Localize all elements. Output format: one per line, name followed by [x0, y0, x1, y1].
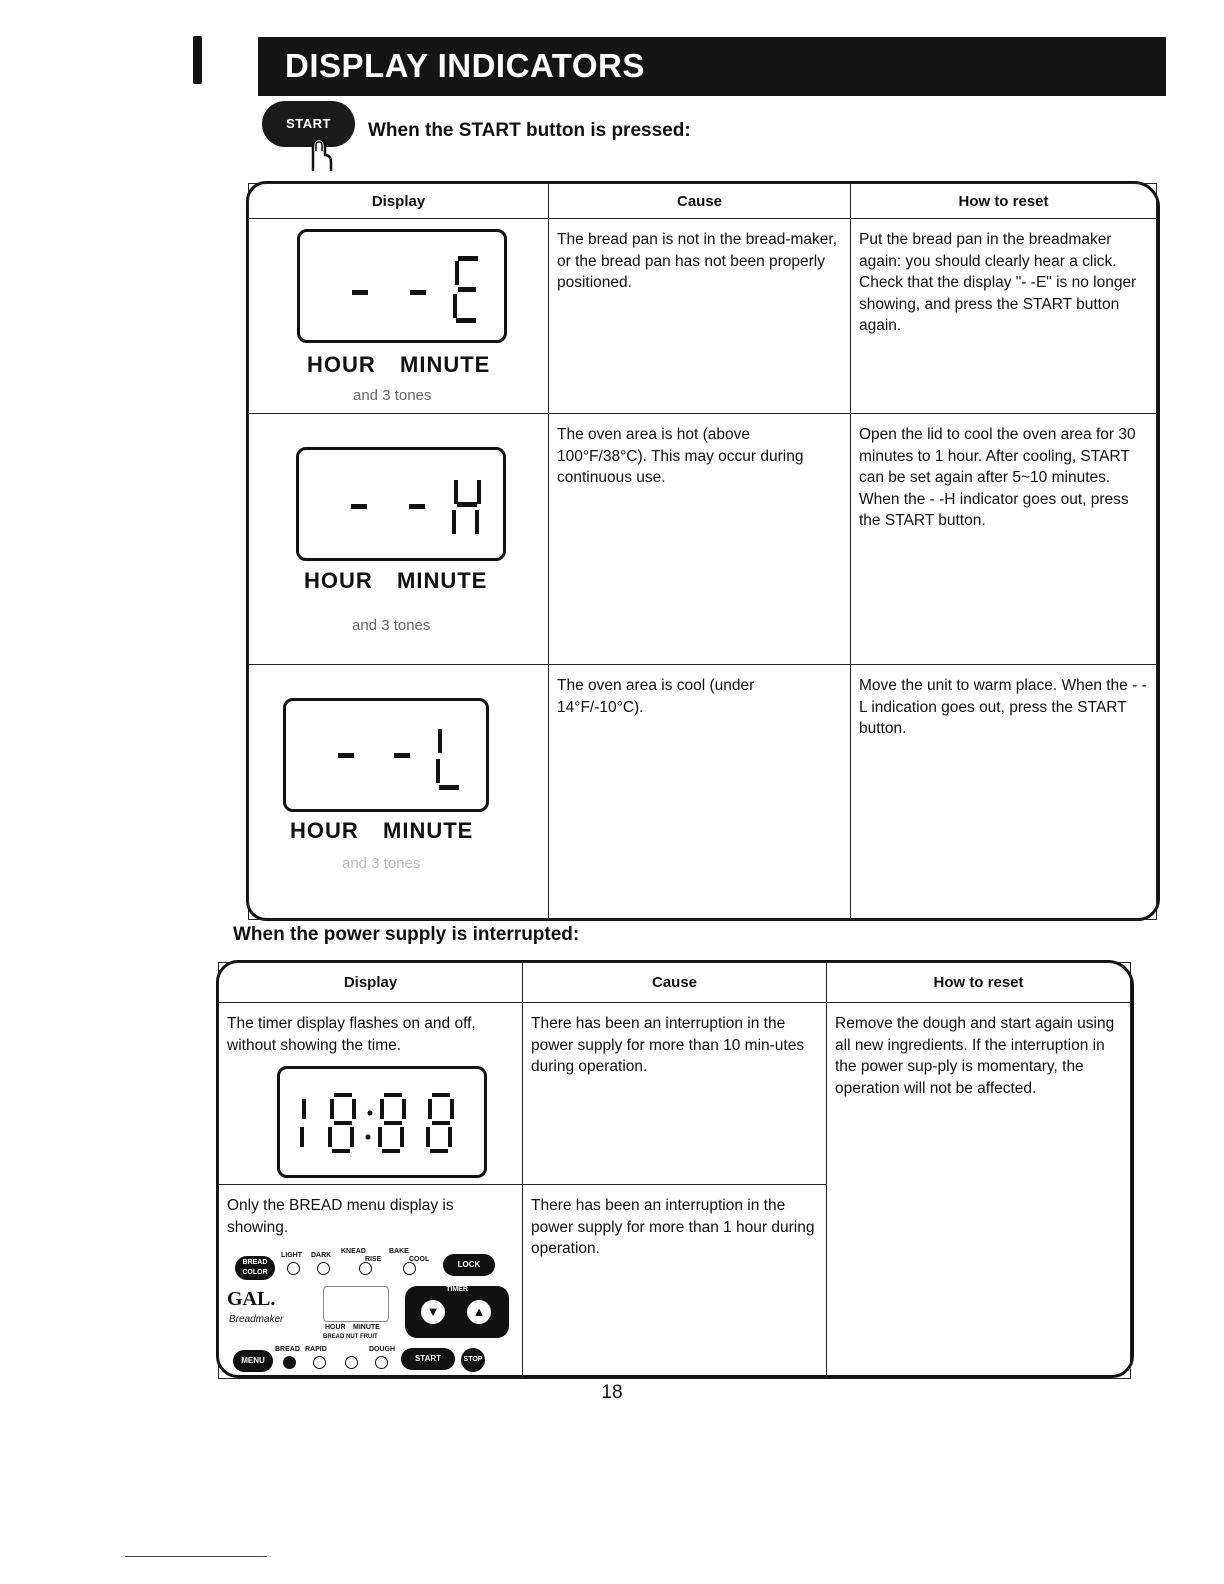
cause-text: The oven area is cool (under 14°F/-10°C).	[557, 677, 755, 716]
timer-buttons	[405, 1286, 509, 1338]
lcd-display-flashing	[277, 1066, 487, 1178]
nut-fruit-menu-label: BREAD NUT FRUIT	[323, 1334, 378, 1340]
cause-text: There has been an interruption in the power supply for more than 1 hour during operation.	[531, 1197, 815, 1257]
start-indicator-table	[248, 183, 1157, 920]
hour-label: HOUR	[304, 568, 373, 593]
brand-subtitle: Breadmaker	[229, 1314, 284, 1325]
display-description: Only the BREAD menu display is showing.	[227, 1197, 454, 1236]
page-title: DISPLAY INDICATORS	[258, 37, 1166, 96]
lcd-segment-code	[299, 450, 503, 558]
reset-text: Put the bread pan in the breadmaker again: you should clearly hear a click. Check that the display "- -E" is no longer showing, and press the START button again.	[859, 231, 1137, 334]
rapid-menu-indicator	[313, 1356, 326, 1369]
bake-indicator	[403, 1262, 416, 1275]
hour-label: HOUR	[290, 818, 359, 843]
column-header-cause: Cause	[523, 963, 827, 1003]
cool-label: COOL	[409, 1256, 430, 1263]
panel-hour-label: HOUR	[325, 1324, 346, 1331]
pressing-finger-icon	[305, 133, 335, 171]
timer-down-icon: ▼	[421, 1300, 445, 1324]
menu-button: MENU	[233, 1350, 273, 1372]
table-row	[219, 1003, 1131, 1185]
display-cell	[219, 1185, 523, 1379]
reset-text: Remove the dough and start again using all new ingredients. If the interruption in the power sup-ply is momentary, the operation will not be affected.	[835, 1015, 1115, 1097]
page-edge-mark	[193, 36, 202, 84]
lcd-segment-code	[286, 701, 486, 809]
knead-label: KNEAD	[341, 1248, 366, 1255]
timer-label: TIMER	[446, 1286, 468, 1293]
panel-lcd	[323, 1286, 389, 1322]
lcd-display-h	[296, 447, 506, 561]
timer-up-icon: ▲	[467, 1300, 491, 1324]
minute-label: MINUTE	[397, 568, 488, 593]
display-cell	[249, 414, 549, 665]
nut-fruit-menu-indicator	[345, 1356, 358, 1369]
lock-button: LOCK	[443, 1254, 495, 1276]
cause-text: There has been an interruption in the power supply for more than 10 min-utes during operation.	[531, 1015, 805, 1075]
lcd-segment-code	[300, 232, 504, 340]
column-header-reset: How to reset	[827, 963, 1131, 1003]
light-label: LIGHT	[281, 1252, 302, 1259]
page-number: 18	[601, 1382, 623, 1403]
display-cell	[249, 219, 549, 414]
footer-rule	[125, 1556, 267, 1557]
brand-logo: GAL.	[227, 1288, 276, 1310]
lcd-display-l	[283, 698, 489, 812]
dough-menu-indicator	[375, 1356, 388, 1369]
start-button-icon: START	[262, 101, 355, 147]
dark-indicator	[317, 1262, 330, 1275]
bread-menu-indicator	[283, 1356, 296, 1369]
reset-text: Open the lid to cool the oven area for 30 minutes to 1 hour. After cooling, START can be set again after 5~10 minutes. When the - -H indicator goes out, press the START button.	[859, 426, 1136, 529]
bake-label: BAKE	[389, 1248, 409, 1255]
start-section-heading: When the START button is pressed:	[368, 120, 691, 141]
bread-menu-label: BREAD	[275, 1346, 300, 1353]
table-row	[249, 665, 1157, 920]
bread-color-button: BREAD COLOR	[235, 1256, 275, 1280]
reset-text: Move the unit to warm place. When the - -L indication goes out, press the START button.	[859, 677, 1147, 737]
cause-text: The oven area is hot (above 100°F/38°C). This may occur during continuous use.	[557, 426, 804, 486]
display-cell	[219, 1003, 523, 1185]
light-indicator	[287, 1262, 300, 1275]
column-header-reset: How to reset	[851, 184, 1157, 219]
panel-stop-button: STOP	[461, 1348, 485, 1372]
cause-text: The bread pan is not in the bread-maker, or the bread pan has not been properly positioned.	[557, 231, 838, 291]
minute-label: MINUTE	[400, 352, 491, 377]
tones-note: and 3 tones	[352, 617, 431, 634]
dough-menu-label: DOUGH	[369, 1346, 396, 1353]
power-indicator-table	[218, 962, 1131, 1379]
column-header-cause: Cause	[549, 184, 851, 219]
display-cell	[249, 665, 549, 920]
rise-label: RISE	[365, 1256, 382, 1263]
panel-start-button: START	[401, 1348, 455, 1370]
power-section-heading: When the power supply is interrupted:	[233, 924, 580, 945]
column-header-display: Display	[219, 963, 523, 1003]
column-header-display: Display	[249, 184, 549, 219]
control-panel-illustration	[219, 1248, 522, 1378]
dark-label: DARK	[311, 1252, 332, 1259]
knead-indicator	[359, 1262, 372, 1275]
hour-label: HOUR	[307, 352, 376, 377]
minute-label: MINUTE	[383, 818, 474, 843]
table-row	[249, 414, 1157, 665]
lcd-segment-code	[280, 1069, 484, 1175]
rapid-menu-label: RAPID	[305, 1346, 327, 1353]
display-description: The timer display flashes on and off, without showing the time.	[227, 1015, 476, 1054]
table-row	[249, 219, 1157, 414]
tones-note: and 3 tones	[342, 855, 421, 872]
panel-minute-label: MINUTE	[353, 1324, 380, 1331]
tones-note: and 3 tones	[353, 387, 432, 404]
lcd-display-e	[297, 229, 507, 343]
